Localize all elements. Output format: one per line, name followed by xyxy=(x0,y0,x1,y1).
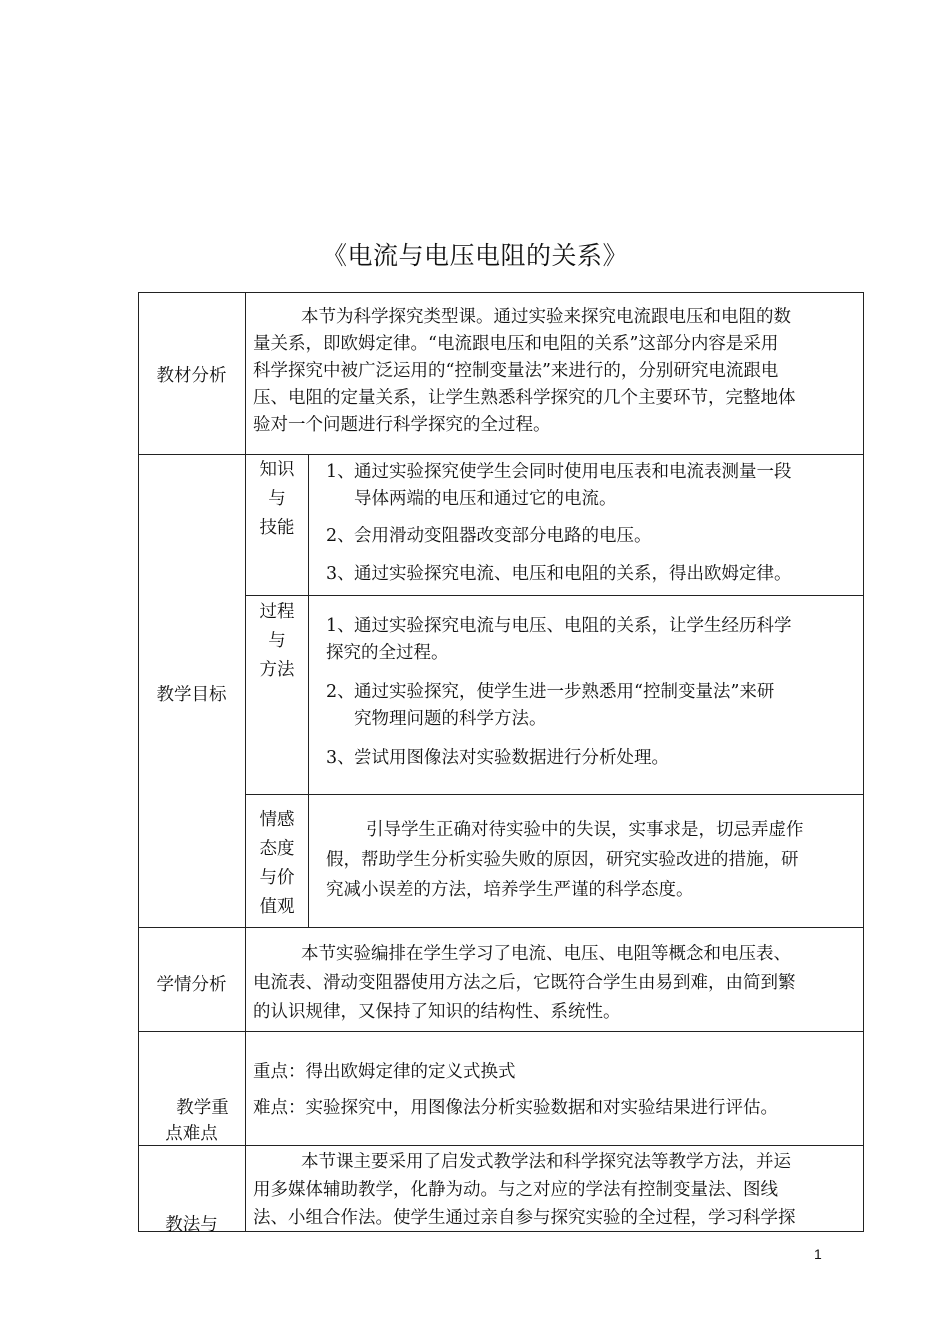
list-item: 2、通过实验探究，使学生进一步熟悉用“控制变量法”来研 究物理问题的科学方法。 xyxy=(326,682,775,729)
row-label-students: 学情分析 xyxy=(156,975,227,995)
list-item: 1、通过实验探究使学生会同时使用电压表和电流表测量一段 导体两端的电压和通过它的电流。 xyxy=(326,462,792,509)
list-item: 3、通过实验探究电流、电压和电阻的关系，得出欧姆定律。 xyxy=(326,564,792,584)
page-number: 1 xyxy=(814,1246,822,1262)
page-title: 《电流与电压电阻的关系》 xyxy=(321,241,628,270)
table-border-right xyxy=(863,292,864,1232)
list-item: 1、通过实验探究电流与电压、电阻的关系，让学生经历科学 探究的全过程。 xyxy=(326,616,792,663)
row-divider xyxy=(138,927,864,928)
material-text: 本节为科学探究类型课。通过实验来探究电流跟电压和电阻的数 量关系，即欧姆定律。“电流跟电压和电阻的关系”这部分内容是采用 科学探究中被广泛运用的“控制变量法”来进行的，分别研究电流跟电 压、电阻的定量关系，让学生熟悉科学探究的几个主要环节，完整地体 验对一个问题进行科学探究的全过程。 xyxy=(253,307,796,435)
methods-text: 本节课主要采用了启发式教学法和科学探究法等教学方法，并运 用多媒体辅助教学，化静为动。与之对应的学法有控制变量法、图线 法、小组合作法。使学生通过亲自参与探究实验的全过程，学习科学探 xyxy=(253,1152,796,1228)
list-item: 3、尝试用图像法对实验数据进行分析处理。 xyxy=(326,748,669,768)
key-point: 重点：得出欧姆定律的定义式换式 xyxy=(253,1062,516,1082)
table-border-left xyxy=(138,292,139,1232)
row-label-keypoints: 教学重 点难点 xyxy=(165,1098,229,1144)
lesson-plan-table xyxy=(138,292,864,1235)
students-text: 本节实验编排在学生学习了电流、电压、电阻等概念和电压表、 电流表、滑动变阻器使用方法之后，它既符合学生由易到难，由简到繁 的认识规律，又保持了知识的结构性、系统性。 xyxy=(253,944,796,1022)
difficult-point: 难点：实验探究中，用图像法分析实验数据和对实验结果进行评估。 xyxy=(253,1098,778,1118)
list-item: 2、会用滑动变阻器改变部分电路的电压。 xyxy=(326,526,652,546)
row-label-goals: 教学目标 xyxy=(156,685,227,705)
row-label-material: 教材分析 xyxy=(156,366,227,386)
row-divider xyxy=(138,454,864,455)
subrow-label-process: 过程 与 方法 xyxy=(259,602,295,680)
subrow-label-knowledge: 知识 与 技能 xyxy=(259,460,295,538)
subrow-label-emotion: 情感 态度 与价 值观 xyxy=(259,810,295,917)
row-divider xyxy=(245,595,864,596)
row-label-methods: 教法与 xyxy=(165,1215,218,1235)
emotion-text: 引导学生正确对待实验中的失误，实事求是，切忌弄虚作 假，帮助学生分析实验失败的原因，研究实验改进的措施，研 究减小误差的方法，培养学生严谨的科学态度。 xyxy=(326,820,804,900)
row-divider xyxy=(138,1145,864,1146)
column-divider xyxy=(308,454,309,927)
column-divider xyxy=(245,292,246,1232)
row-divider xyxy=(245,794,864,795)
row-divider xyxy=(138,1031,864,1032)
table-border-top xyxy=(138,292,864,293)
